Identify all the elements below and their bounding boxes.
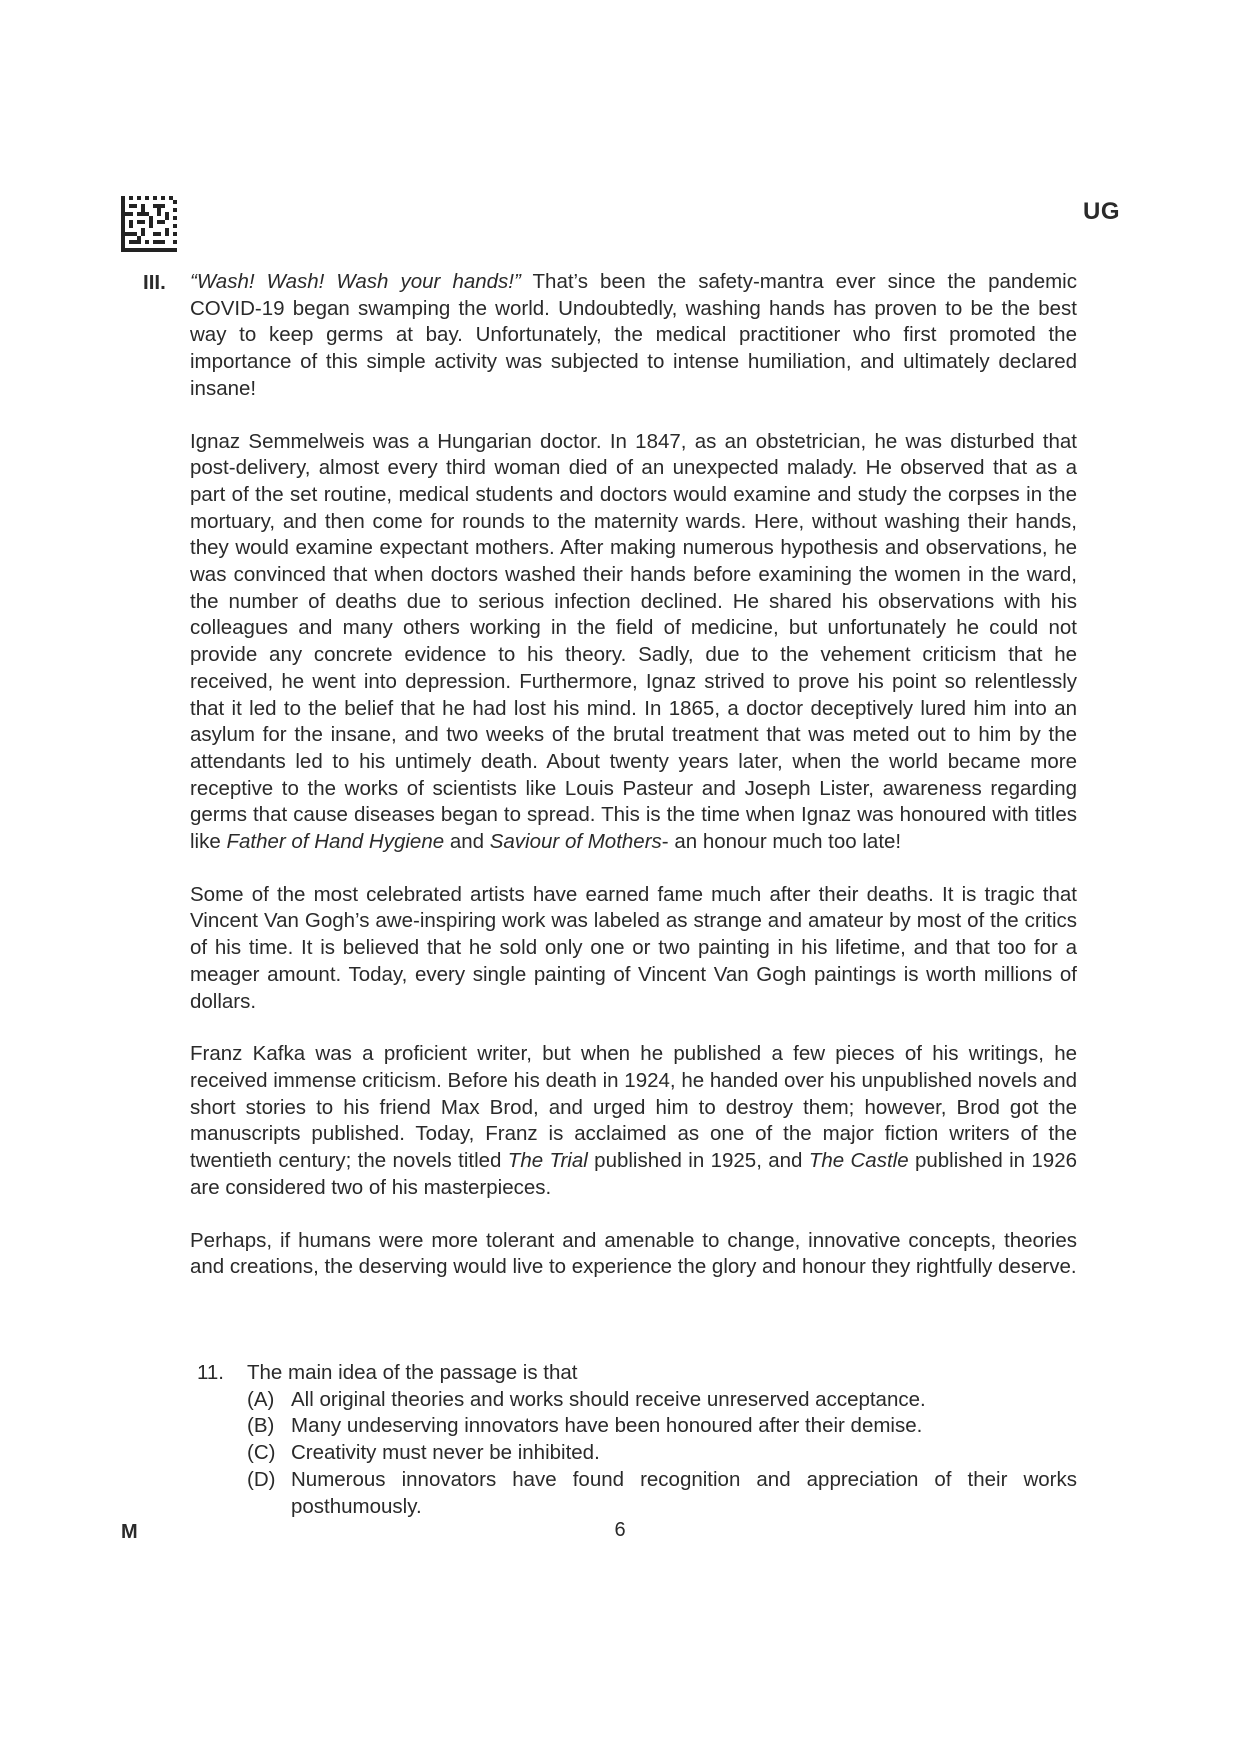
title-father-of-hand-hygiene: Father of Hand Hygiene	[226, 830, 445, 854]
option-text: Many undeserving innovators have been honoured after their demise.	[291, 1414, 923, 1438]
passage-text: and	[444, 830, 490, 854]
passage-quote: “Wash! Wash! Wash your hands!”	[190, 270, 521, 293]
option-text: Numerous innovators have found recognition and appreciation of their works posthumously.	[291, 1467, 1077, 1518]
title-the-trial: The Trial	[507, 1149, 588, 1173]
option-a[interactable]	[247, 1387, 1077, 1414]
question-stem-row	[197, 1360, 1077, 1387]
page-number: 6	[614, 1519, 626, 1541]
question-stem: The main idea of the passage is that	[247, 1361, 578, 1384]
passage-text: Franz Kafka was a proficient writer, but when he published a few pieces of his writings, he received immense criticism. Before his death in 1924, he handed over his unpublished novels and short stories to his friend Max Brod, and urged him to destroy them; however, Brod got the manuscripts published. Today, Franz is acclaimed as one of the major fiction writers of the twentieth century; the novels titled	[190, 1042, 1077, 1173]
passage-paragraph-3: Some of the most celebrated artists have earned fame much after their deaths. It is tragic that Vincent Van Gogh’s awe-inspiring work was labeled as strange and amateur by most of the critics of his time. It is believed that he sold only one or two painting in his lifetime, and that too for a meager amount. Today, every single painting of Vincent Van Gogh paintings is worth millions of dollars.	[190, 882, 1077, 1013]
question-11	[197, 1360, 1077, 1520]
passage-paragraph-1	[190, 269, 1077, 403]
passage-text: published in 1926 are considered two of his masterpieces.	[190, 1149, 1077, 1199]
option-letter: (D)	[247, 1467, 276, 1491]
set-code: UG	[1083, 198, 1120, 225]
answer-options	[247, 1387, 1077, 1521]
passage-text: published in 1925, and	[587, 1149, 809, 1173]
option-letter: (A)	[247, 1387, 275, 1411]
option-d[interactable]	[247, 1467, 1077, 1520]
option-text: All original theories and works should receive unreserved acceptance.	[291, 1387, 926, 1411]
passage-text: - an honour much too late!	[661, 830, 902, 854]
passage-text: Ignaz Semmelweis was a Hungarian doctor. In 1847, as an obstetrician, he was disturbed that post-delivery, almost every third woman died of an unexpected malady. He observed that as a part of the set routine, medical students and doctors would examine and study the corpses in the mortuary, and then come for rounds to the maternity wards. Here, without washing their hands, they would examine expectant mothers. After making numerous hypothesis and observations, he was convinced that when doctors washed their hands before examining the women in the ward, the number of deaths due to serious infection declined. He shared his observations with his colleagues and many others working in the field of medicine, but unfortunately he could not provide any concrete evidence to his theory. Sadly, due to the vehement criticism that he received, he went into depression. Furthermore, Ignaz strived to prove his point so relentlessly that it led to the belief that he had lost his mind. In 1865, a doctor deceptively lured him into an asylum for the insane, and two weeks of the brutal treatment that was meted out to him by the attendants led to his untimely death. About twenty years later, when the world became more receptive to the works of scientists like Louis Pasteur and Joseph Lister, awareness regarding germs that cause diseases began to spread. This is the time when Ignaz was honoured with titles like	[190, 429, 1077, 854]
passage-paragraph-4	[190, 1041, 1077, 1201]
title-saviour-of-mothers: Saviour of Mothers	[489, 830, 662, 854]
footer-code: M	[121, 1521, 138, 1543]
section-label: III.	[143, 271, 166, 294]
passage-paragraph-2	[190, 429, 1077, 856]
title-the-castle: The Castle	[808, 1149, 909, 1173]
question-number: 11.	[197, 1361, 224, 1384]
option-b[interactable]	[247, 1413, 1077, 1440]
option-text: Creativity must never be inhibited.	[291, 1441, 600, 1465]
passage-text: That’s been the safety-mantra ever since the pandemic COVID-19 began swamping the world. Undoubtedly, washing hands has proven to be the best way to keep germs at bay. Unfortunately, the medical practitioner who first promoted the importance of this simple activity was subjected to intense humiliation, and ultimately declared insane!	[190, 270, 1077, 400]
option-c[interactable]	[247, 1440, 1077, 1467]
data-matrix-code-icon	[121, 196, 177, 252]
option-letter: (B)	[247, 1414, 275, 1438]
option-letter: (C)	[247, 1441, 276, 1465]
passage-paragraph-5: Perhaps, if humans were more tolerant and amenable to change, innovative concepts, theories and creations, the deserving would live to experience the glory and honour they rightfully deserve.	[190, 1228, 1077, 1279]
reading-passage	[190, 269, 1077, 1281]
